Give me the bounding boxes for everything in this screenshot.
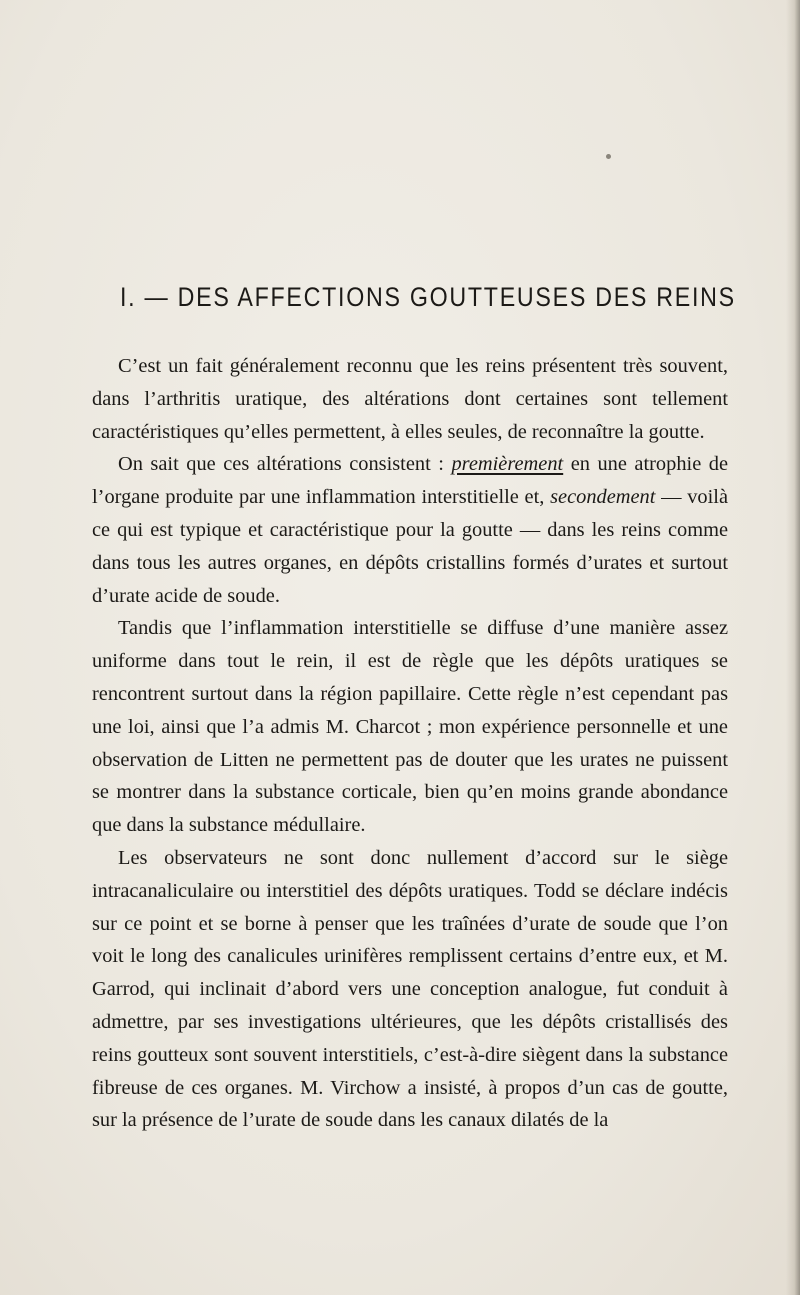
paragraph-2	[92, 448, 728, 612]
body-text	[92, 350, 728, 1137]
paper-speck	[606, 154, 611, 159]
paragraph-4: Les observateurs ne sont donc nullement d’accord sur le siège intracanaliculaire ou interstitiel des dépôts uratiques. Todd se déclare indécis sur ce point et se borne à penser que les traînées d’urate de soude que l’on voit le long des canalicules urinifères remplissent certains d’entre eux, et M. Garrod, qui inclinait d’abord vers une conception analogue, fut conduit à admettre, par ses investigations ultérieures, que les dépôts cristallisés des reins goutteux sont souvent interstitiels, c’est-à-dire siègent dans la substance fibreuse de ces organes. M. Virchow a insisté, à propos d’un cas de goutte, sur la présence de l’urate de soude dans les canaux dilatés de la	[92, 846, 728, 1132]
paragraph-3: Tandis que l’inflammation interstitielle se diffuse d’une manière assez uniforme dans tout le rein, il est de règle que les dépôts uratiques se rencontrent surtout dans la région papillaire. Cette règle n’est cependant pas une loi, ainsi que l’a admis M. Charcot ; mon expérience personnelle et une observation de Litten ne permettent pas de douter que les urates ne puissent se montrer dans la substance corticale, bien qu’en moins grande abondance que dans la substance médullaire.	[92, 617, 728, 837]
page-edge-shadow	[786, 0, 800, 1295]
emphasis-premierement: premièrement	[451, 453, 564, 476]
paragraph-1: C’est un fait généralement reconnu que les reins présentent très souvent, dans l’arthritis uratique, des altérations dont certaines sont tellement caractéristiques qu’elles permettent, à elles seules, de reconnaître la goutte.	[92, 355, 728, 443]
paragraph-2-part-3: — voilà ce qui est typique et caractéristique pour la goutte — dans les reins comme dans tous les autres organes, en dépôts cristallins formés d’urates et surtout d’urate acide de soude.	[92, 486, 729, 607]
paragraph-2-part-2: en une atrophie de l’organe produite par une inflammation interstitielle et,	[92, 453, 728, 509]
paragraph-2-part-1: On sait que ces altérations consistent :	[118, 453, 452, 476]
emphasis-secondement: secondement	[550, 486, 656, 509]
chapter-heading: I. — DES AFFECTIONS GOUTTEUSES DES REINS	[120, 282, 736, 312]
